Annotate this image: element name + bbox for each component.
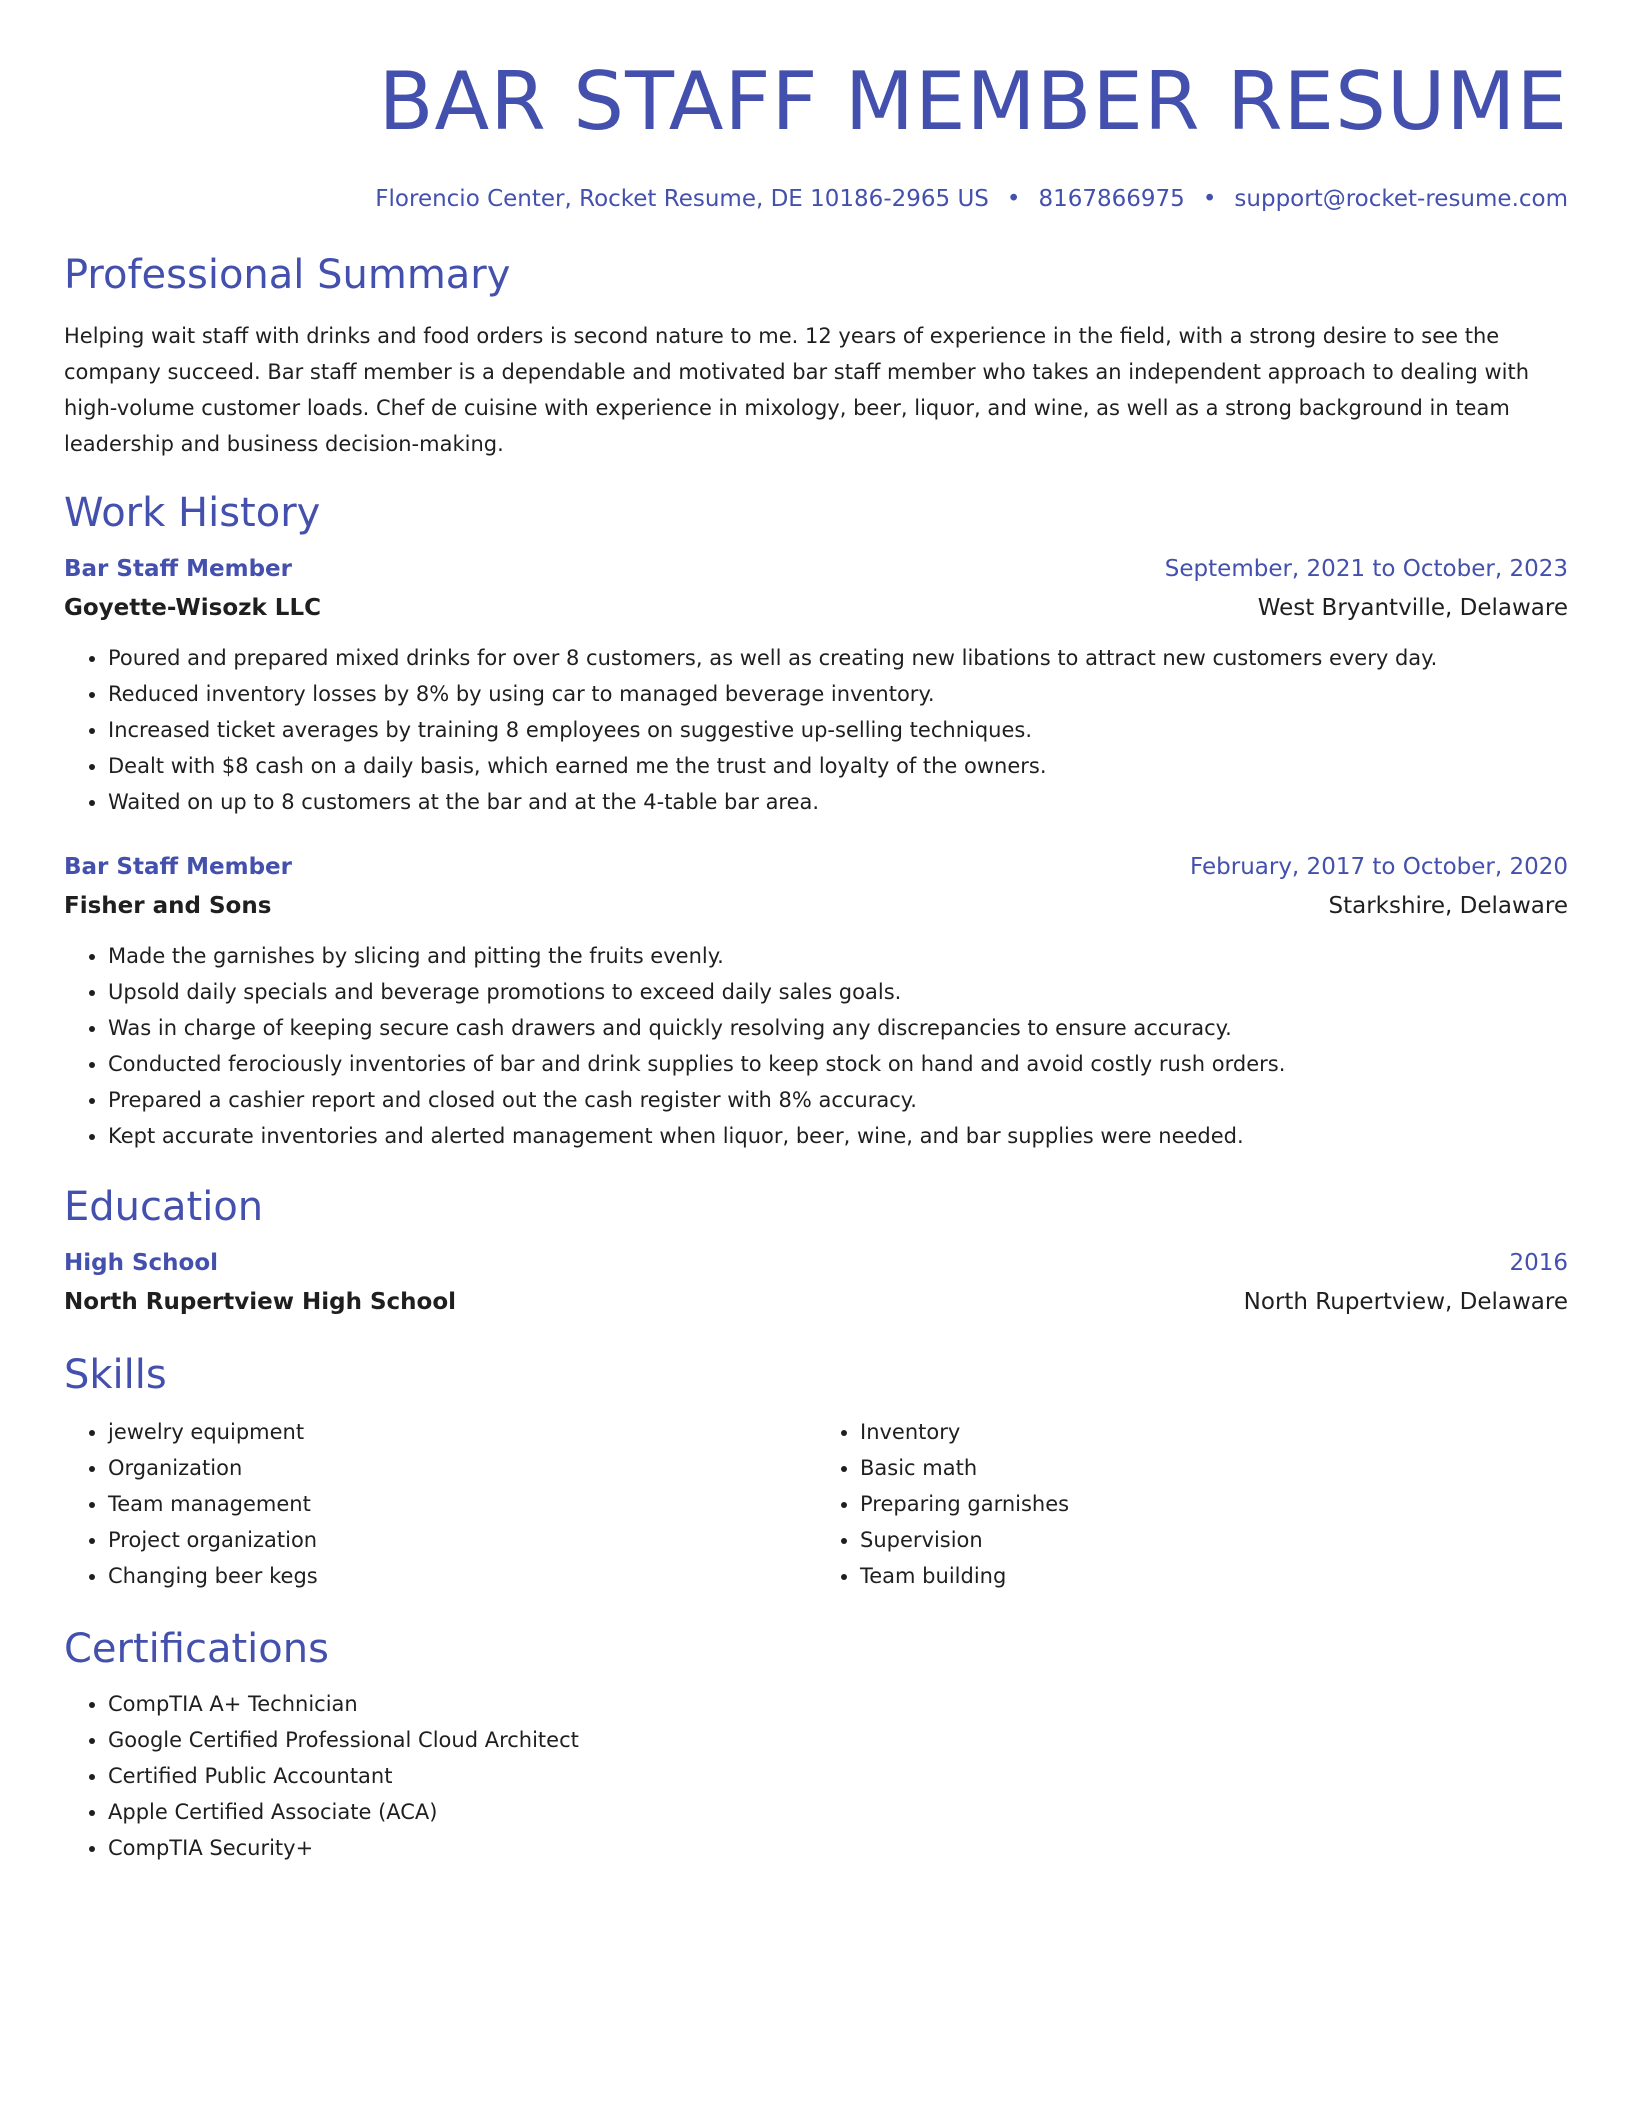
- education-school: North Rupertview High School: [64, 1289, 457, 1315]
- certification-item: • CompTIA Security+: [108, 1830, 1568, 1866]
- job-bullets: [64, 640, 1568, 820]
- certifications-list: [64, 1686, 1568, 1866]
- job-company-row: [64, 588, 1568, 628]
- certification-item: • Google Certified Professional Cloud Architect: [108, 1722, 1568, 1758]
- job-bullet: • Prepared a cashier report and closed out the cash register with 8% accuracy.: [108, 1082, 1568, 1118]
- contact-separator: •: [1006, 186, 1021, 212]
- job-dates: September, 2021 to October, 2023: [1164, 556, 1568, 582]
- skill-item: • Team building: [860, 1558, 1568, 1594]
- job-bullet: • Reduced inventory losses by 8% by using car to managed beverage inventory.: [108, 676, 1568, 712]
- skill-item: • Preparing garnishes: [860, 1486, 1568, 1522]
- resume-title: BAR STAFF MEMBER RESUME: [378, 55, 1568, 148]
- job-bullet: • Poured and prepared mixed drinks for over 8 customers, as well as creating new libations to attract new customers every day.: [108, 640, 1568, 676]
- job-title-row: [64, 848, 1568, 886]
- summary-text: Helping wait staff with drinks and food orders is second nature to me. 12 years of experience in the field, with a strong desire to see the company succeed. Bar staff member is a dependable and motivated bar staff member who takes an independent approach to dealing with high-volume customer loads. Chef de cuisine with experience in mixology, beer, liquor, and wine, as well as a strong background in team leadership and business decision-making.: [64, 324, 1530, 456]
- job-bullet: • Upsold daily specials and beverage promotions to exceed daily sales goals.: [108, 974, 1568, 1010]
- job-bullet: • Was in charge of keeping secure cash drawers and quickly resolving any discrepancies to ensure accuracy.: [108, 1010, 1568, 1046]
- skill-item: • Supervision: [860, 1522, 1568, 1558]
- education-entry: [64, 1244, 1568, 1322]
- job-company: Goyette-Wisozk LLC: [64, 595, 321, 621]
- job-bullet: • Conducted ferociously inventories of bar and drink supplies to keep stock on hand and avoid costly rush orders.: [108, 1046, 1568, 1082]
- skill-item: • Basic math: [860, 1450, 1568, 1486]
- job-bullet: • Increased ticket averages by training 8 employees on suggestive up-selling techniques.: [108, 712, 1568, 748]
- education-year: 2016: [1509, 1250, 1568, 1276]
- job-title: Bar Staff Member: [64, 854, 292, 880]
- education-location: North Rupertview, Delaware: [1243, 1289, 1568, 1315]
- job-bullet: • Kept accurate inventories and alerted management when liquor, beer, wine, and bar supplies were needed.: [108, 1118, 1568, 1154]
- skill-item: • Project organization: [108, 1522, 816, 1558]
- skill-item: • Team management: [108, 1486, 816, 1522]
- skill-item: • Inventory: [860, 1414, 1568, 1450]
- job-title-row: [64, 550, 1568, 588]
- skills-list-left: [64, 1414, 816, 1594]
- education-heading: Education: [64, 1184, 264, 1230]
- skill-item: • Organization: [108, 1450, 816, 1486]
- job-bullet: • Made the garnishes by slicing and pitting the fruits evenly.: [108, 938, 1568, 974]
- education-degree-row: [64, 1244, 1568, 1282]
- skill-item: • Changing beer kegs: [108, 1558, 816, 1594]
- skills-list-right: [816, 1414, 1568, 1594]
- job-bullets: [64, 938, 1568, 1154]
- contact-address: Florencio Center, Rocket Resume, DE 10186-2965 US: [375, 186, 989, 212]
- contact-phone: 8167866975: [1038, 186, 1185, 212]
- skills-column-right: [816, 1414, 1568, 1594]
- job-bullet: • Dealt with $8 cash on a daily basis, which earned me the trust and loyalty of the owners.: [108, 748, 1568, 784]
- job-bullet: • Waited on up to 8 customers at the bar and at the 4-table bar area.: [108, 784, 1568, 820]
- job-title: Bar Staff Member: [64, 556, 292, 582]
- job-entry: [64, 848, 1568, 1154]
- job-company: Fisher and Sons: [64, 893, 272, 919]
- certification-item: • Certified Public Accountant: [108, 1758, 1568, 1794]
- contact-separator: •: [1202, 186, 1217, 212]
- job-company-row: [64, 886, 1568, 926]
- certifications-heading: Certifications: [64, 1626, 329, 1672]
- skill-item: • jewelry equipment: [108, 1414, 816, 1450]
- job-entry: [64, 550, 1568, 820]
- job-location: Starkshire, Delaware: [1328, 893, 1568, 919]
- skills-heading: Skills: [64, 1352, 167, 1398]
- work-history-heading: Work History: [64, 490, 321, 536]
- summary-heading: Professional Summary: [64, 252, 511, 298]
- certification-item: • Apple Certified Associate (ACA): [108, 1794, 1568, 1830]
- contact-line: [64, 184, 1568, 214]
- contact-email: support@rocket-resume.com: [1234, 186, 1568, 212]
- education-school-row: [64, 1282, 1568, 1322]
- job-dates: February, 2017 to October, 2020: [1190, 854, 1568, 880]
- skills-column-left: [64, 1414, 816, 1594]
- education-degree: High School: [64, 1250, 219, 1276]
- skills-grid: [64, 1414, 1568, 1594]
- job-location: West Bryantville, Delaware: [1257, 595, 1568, 621]
- certification-item: • CompTIA A+ Technician: [108, 1686, 1568, 1722]
